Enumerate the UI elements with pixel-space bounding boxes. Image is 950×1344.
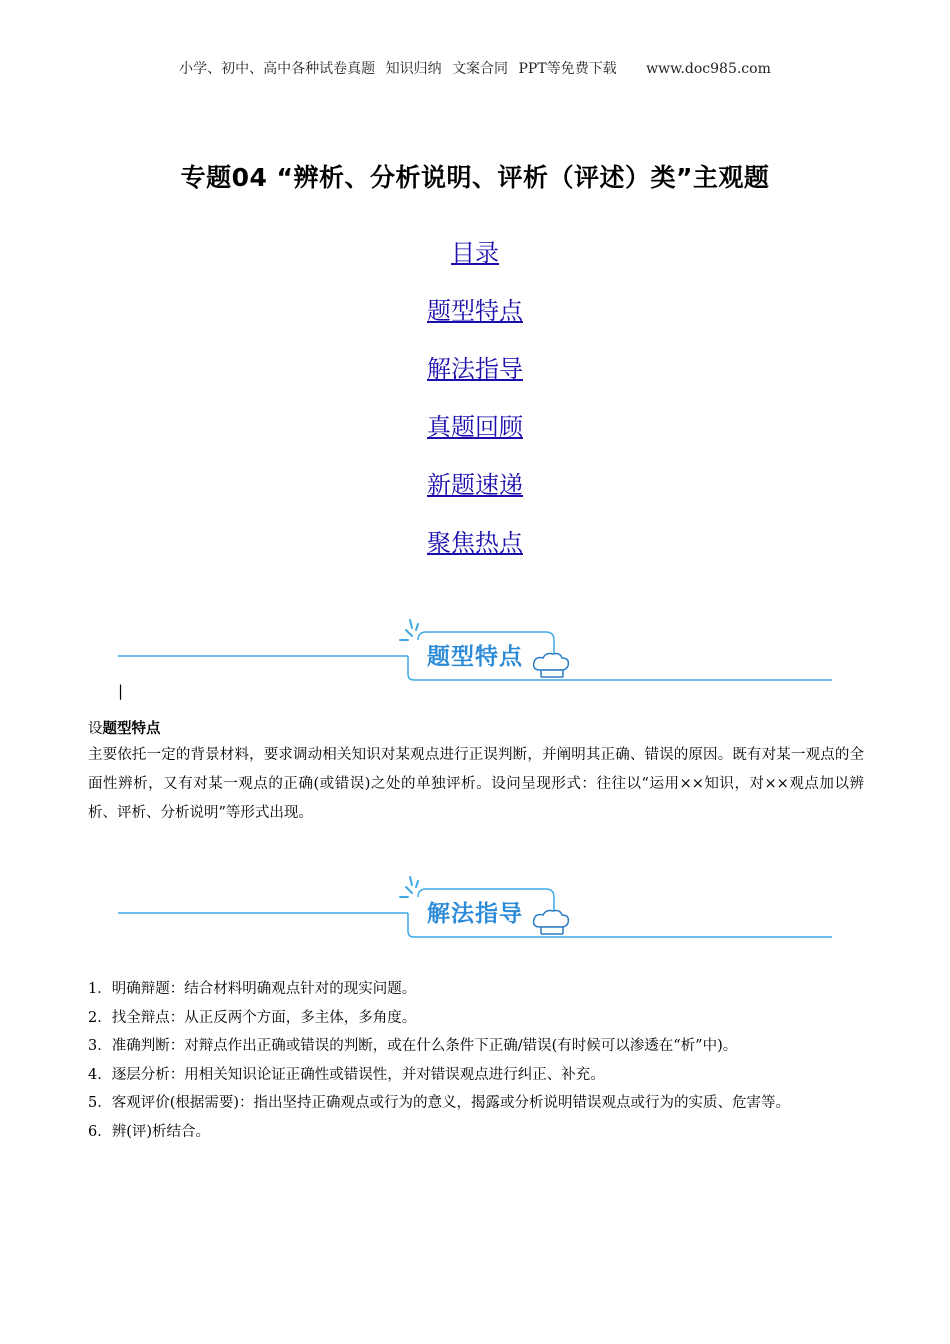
toc-link-method[interactable]: 解法指导 <box>427 355 523 383</box>
header-item: 小学、初中、高中各种试卷真题 <box>179 61 376 77</box>
list-item: 2．找全辩点：从正反两个方面，多主体，多角度。 <box>88 1009 417 1026</box>
header-item: 文案合同 <box>452 61 509 77</box>
sparkle-icon <box>400 620 418 640</box>
section-subheading <box>88 717 161 738</box>
list-item: 1．明确辩题：结合材料明确观点针对的现实问题。 <box>88 981 417 997</box>
list-item: 3．准确判断：对辩点作出正确或错误的判断，或在什么条件下正确/错误(有时候可以渗透在“析”中)。 <box>88 1038 738 1054</box>
text-cursor: | <box>118 682 124 700</box>
page-header <box>0 58 950 78</box>
banner-title: 题型特点 <box>427 644 523 670</box>
section-banner-method <box>118 873 832 943</box>
header-item: PPT等免费下载 <box>518 61 617 77</box>
subheading-text: 题型特点 <box>102 721 161 737</box>
chef-hat-icon <box>534 911 569 935</box>
toc-link-features[interactable]: 题型特点 <box>427 297 523 325</box>
banner-title: 解法指导 <box>427 901 523 927</box>
list-item: 4．逐层分析：用相关知识论证正确性或错误性，并对错误观点进行纠正、补充。 <box>88 1066 605 1083</box>
list-item: 6．辨(评)析结合。 <box>88 1123 211 1140</box>
document-title: 专题04 “辨析、分析说明、评析（评述）类”主观题 <box>180 163 770 192</box>
toc-link-review[interactable]: 真题回顾 <box>427 413 523 441</box>
toc-link-hotspots[interactable]: 聚焦热点 <box>427 529 523 557</box>
table-of-contents <box>0 236 950 584</box>
subheading-prefix: 设 <box>88 721 103 737</box>
list-item: 5．客观评价(根据需要)：指出坚持正确观点或行为的意义，揭露或分析说明错误观点或行为的实质、危害等。 <box>88 1095 791 1111</box>
header-item: 知识归纳 <box>385 61 442 77</box>
toc-link-new-questions[interactable]: 新题速递 <box>427 471 523 499</box>
toc-link-contents[interactable]: 目录 <box>451 239 499 267</box>
chef-hat-icon <box>534 654 569 678</box>
header-site-link[interactable]: www.doc985.com <box>646 61 771 77</box>
features-paragraph: 主要依托一定的背景材料，要求调动相关知识对某观点进行正误判断，并阐明其正确、错误的原因。既有对某一观点的全面性辨析，又有对某一观点的正确(或错误)之处的单独评析。设问呈现形式：往往以“运用××知识，对××观点加以辨析、评析、分析说明”等形式出现。 <box>88 746 864 821</box>
section-banner-features <box>118 616 832 686</box>
method-steps-list <box>88 975 864 1146</box>
sparkle-icon <box>400 877 418 897</box>
